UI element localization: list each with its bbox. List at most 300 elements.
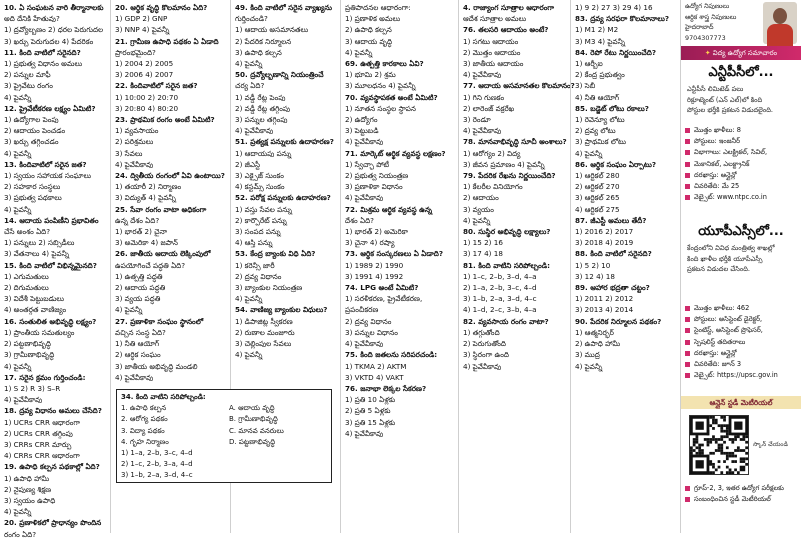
match-question-title: 34. కింది వాటిని సరిపోల్చండి: xyxy=(121,393,206,401)
text-line: 2) పెరుగుతోంది xyxy=(463,339,506,349)
bullet-text: దరఖాస్తు: ఆన్లైన్లో xyxy=(694,348,737,357)
text-line: 2) పట్టణాభివృద్ధి xyxy=(4,339,51,349)
text-line: 1) 2004 2) 2005 xyxy=(115,59,174,69)
text-line: 1) 5 2) 10 xyxy=(575,260,611,270)
bullet-icon xyxy=(685,362,690,367)
text-line: 1) ఆత్మనిర్భర్ xyxy=(575,327,614,337)
text-line: 3) వ్యయం xyxy=(463,204,494,214)
question-line: 89. ఆహార భద్రతా చట్టం? xyxy=(575,283,650,293)
question-line: 26. జాతీయ ఆదాయ లెక్కింపులో xyxy=(115,249,211,259)
question-line: 76. తలసరి ఆదాయం అంటే? xyxy=(463,25,549,35)
text-line: 3) సంపద పన్ను xyxy=(235,227,281,237)
text-line: 1) 1989 2) 1990 xyxy=(345,260,404,270)
question-line: 88. కింది వాటిలో సరైనది? xyxy=(575,249,652,259)
text-line: 1) 10:00 2) 20:70 xyxy=(115,92,179,102)
bullet-item xyxy=(685,483,799,494)
text-line: 4) 1–d, 2–c, 3–b, 4–a xyxy=(463,305,537,315)
bullet-text: విభాగాలు: ఎలక్ట్రికల్, సివిల్, xyxy=(694,148,768,157)
text-line: 3) 2013 4) 2014 xyxy=(575,305,634,315)
text-line: 1) డిపాజిట్ల స్వీకరణ xyxy=(235,316,293,326)
text-line: ఆదేశ సూత్రాల అమలు xyxy=(463,14,527,24)
text-line: 2) దిగుమతులు xyxy=(4,283,49,293)
text-line: 4) పైవేవీకావు xyxy=(463,126,502,136)
text-line: 4) పైవన్నీ xyxy=(235,59,263,69)
text-line: 1) స్వేచ్ఛా పోటీ xyxy=(345,159,390,169)
text-line: 9704307773 xyxy=(685,33,726,42)
match-question-rows xyxy=(121,403,327,448)
question-line: 78. మానవాభివృద్ధి సూచీ అంశాలు? xyxy=(463,137,567,147)
bullet-item xyxy=(685,125,799,136)
bullet-icon xyxy=(685,486,690,491)
text-line: 4) పైవన్నీ xyxy=(575,361,603,371)
text-line: 4) పైవన్నీ xyxy=(4,92,32,102)
question-column-1 xyxy=(0,0,110,539)
text-line: 1) ప్రాంతీయ సమతుల్యం xyxy=(4,327,75,337)
match-left-item: 2. ఆరోగ్య పథకం xyxy=(121,415,168,424)
text-line: 3) ప్రభుత్వ పథకాలు xyxy=(4,193,62,203)
text-line: 3) సెబీ xyxy=(575,81,596,91)
text-line: 3) ఎక్సైజ్ సుంకం xyxy=(235,171,284,181)
question-column-4 xyxy=(340,0,458,533)
author-block xyxy=(681,0,801,46)
match-question-box xyxy=(116,389,332,483)
text-line: అది దేనికి హేతువు? xyxy=(4,14,60,24)
text-line: 2) పేదరిక నిర్మూలన xyxy=(235,36,292,46)
question-line: 10. ఏ సంఘటన వారి తీర్మానాలకు xyxy=(4,3,104,12)
text-line: 1) వస్తు సేవల పన్ను xyxy=(235,204,292,214)
author-details xyxy=(685,1,759,43)
question-line: 87. జీఎస్టీ అమలు తేదీ? xyxy=(575,215,647,225)
bullet-text: సంబంధించిన స్టడీ మెటీరియల్ xyxy=(694,495,771,504)
question-line: 70. వ్యవస్థాపకత అంటే ఏమిటి? xyxy=(345,92,438,102)
text-line: 1) కరెన్సీ జారీ xyxy=(235,260,275,270)
text-line: ఉన్న దేశం ఏది? xyxy=(115,215,160,225)
question-line: 25. సేవా రంగం వాటా అధికంగా xyxy=(115,204,207,214)
bullet-item xyxy=(685,348,799,359)
bullet-text: దరఖాస్తు: ఆన్లైన్లో xyxy=(694,170,737,179)
section-band xyxy=(681,46,801,60)
text-line: 1) ద్రవ్యోల్బణం 2) ధరల పెరుగుదల xyxy=(4,25,104,35)
question-line: 85. బడ్జెట్ లోటు రకాలు? xyxy=(575,103,649,113)
text-line: 4) పైవన్నీ xyxy=(345,47,373,57)
text-line: 1) ఆదాయ అసమానతలు xyxy=(235,25,309,35)
text-line: 1) ఉద్యోగాల పెంపు xyxy=(4,115,59,125)
bullet-text: సైంటిస్ట్, అసిస్టెంట్ ప్రొఫెసర్, xyxy=(694,326,763,335)
text-line: 2) లారెంజ్ వక్రరేఖ xyxy=(463,103,515,113)
text-line: 3) ప్రతి 15 ఏళ్లకు xyxy=(345,417,396,427)
question-column-6 xyxy=(570,0,680,533)
bullet-item xyxy=(685,337,799,348)
match-left-item: 3. విద్యా పథకం xyxy=(121,426,165,435)
text-line: 1) M1 2) M2 xyxy=(575,25,619,35)
text-line: 1) నూతన సంస్థల స్థాపన xyxy=(345,103,416,113)
text-line: 3) ఆదాయ వృద్ధి xyxy=(345,36,393,46)
text-line: 4) ఆస్తి పన్ను xyxy=(235,238,273,248)
question-line: 76. జనాభా లెక్కల సేకరణ? xyxy=(345,383,427,393)
bullet-text: వెబ్సైట్: https://upsc.gov.in xyxy=(694,371,778,380)
question-line: 14. ఆదాయ పంపిణీని ప్రభావితం xyxy=(4,215,99,225)
text-line: 4) ఆర్టికల్ 275 xyxy=(575,204,620,214)
question-line: 49. కింది వాటిలో సరైన వ్యాఖ్యను xyxy=(235,3,333,12)
text-line: 2) పరిశ్రమలు xyxy=(115,137,154,147)
text-line: 2) ఆర్టికల్ 270 xyxy=(575,182,620,192)
question-line: 27. ప్రణాళికా సంఘం స్థానంలో xyxy=(115,316,204,326)
text-line: 3) అమెరికా 4) జపాన్ xyxy=(115,238,178,248)
text-line: 2) నైపుణ్య శిక్షణ xyxy=(4,484,52,494)
text-line: 1) వడ్డీ రేట్ల పెంపు xyxy=(235,92,286,102)
match-option: 2) 1–c, 2–b, 3–a, 4–d xyxy=(121,460,193,469)
text-line: 2) ద్రవ్య లోటు xyxy=(575,126,616,136)
text-line: 4) అంతర్గత వాణిజ్యం xyxy=(4,305,67,315)
text-line: 1) గిని గుణకం xyxy=(463,92,505,102)
text-line: చర్య ఏది? xyxy=(235,81,265,91)
text-line: 4) పైవేవీకావు xyxy=(345,428,384,438)
question-line: 80. సుస్థిర అభివృద్ధి లక్ష్యాలు? xyxy=(463,227,551,237)
text-line: 3) జీవన ప్రమాణం 4) పైవన్నీ xyxy=(463,159,545,169)
text-line: ప్రారంభమైంది? xyxy=(115,47,156,57)
question-line: 86. ఆర్థిక సంఘం ఏర్పాటు? xyxy=(575,159,657,169)
match-row xyxy=(121,403,327,414)
study-material-heading: ఆన్లైన్ స్టడీ మెటీరియల్ xyxy=(681,396,801,409)
match-question-options xyxy=(121,448,327,482)
text-line: 2) పన్నుల మాఫీ xyxy=(4,70,51,80)
question-line: 54. వాణిజ్య బ్యాంకుల విధులు? xyxy=(235,305,328,315)
bullet-item xyxy=(685,170,799,181)
match-right-item: A. ఆదాయ వృద్ధి xyxy=(229,404,275,413)
match-option: 3) 1–b, 2–a, 3–d, 4–c xyxy=(121,471,193,480)
text-line: 2) ద్రవ్య విధానం xyxy=(235,271,282,281)
text-line: 1) వ్యవసాయం xyxy=(115,126,159,136)
text-line: ఎన్టీపీసీ లిమిటెడ్ పలు xyxy=(687,85,744,93)
upsc-heading: యూపీఎస్సీలో... xyxy=(698,224,784,239)
text-line: 1) UCRs CRR ఆధారంగా xyxy=(4,417,80,427)
text-line: 2) ద్రవ్య విధానం xyxy=(345,316,392,326)
text-line: 2) కేంద్ర ప్రభుత్వం xyxy=(575,70,625,80)
question-line: 90. పేదరిక నిర్మూలన పథకం? xyxy=(575,316,662,326)
bullet-icon xyxy=(685,173,690,178)
text-line: 1) ఆర్టికల్ 280 xyxy=(575,171,620,181)
question-line: 17. సరైన క్రమం గుర్తించండి: xyxy=(4,372,86,382)
question-line: 4. రాజ్యాంగ సూత్రాల ఆధారంగా xyxy=(463,3,554,12)
question-line: 20. ఆర్థిక వృద్ధి కొలమానం ఏది? xyxy=(115,3,208,12)
text-line: ప్రపంచీకరణ xyxy=(345,305,379,315)
bullet-text: స్పెషలిస్ట్ తదితరాలు xyxy=(694,337,746,346)
text-line: 2) ఆర్థిక సంఘం xyxy=(115,350,161,360)
qr-code-icon[interactable] xyxy=(689,415,749,475)
text-line: 2) ఉపాధి హామీ xyxy=(575,339,621,349)
author-photo xyxy=(763,2,797,44)
text-line: 3) ప్రైవేటు రంగం xyxy=(4,81,53,91)
match-row xyxy=(121,437,327,448)
text-line: 2) ఆదాయ పద్ధతి xyxy=(115,283,166,293)
question-line: 75. కింది జతలను సరిపరచండి: xyxy=(345,350,438,360)
text-line: ఉపయోగించే పద్ధతి ఏది? xyxy=(115,260,186,270)
match-row xyxy=(121,426,327,437)
question-line: 51. ప్రత్యక్ష పన్నులకు ఉదాహరణ? xyxy=(235,137,334,147)
ntpc-heading: ఎన్టీపీసీలో... xyxy=(708,65,774,80)
text-line: 1) ప్రభుత్వ విధానం అమలు xyxy=(4,59,83,69)
text-line: ప్రతిపాదనల ఆధారంగా: xyxy=(345,3,411,12)
bullet-icon xyxy=(685,162,690,167)
text-line: పోస్టుల భర్తీకి ప్రకటన విడుదలైంది. xyxy=(687,106,773,114)
bullet-text: చివరితేది: మే 25 xyxy=(694,182,740,191)
text-line: 3) స్వయం ఉపాధి xyxy=(4,495,56,505)
bullet-item xyxy=(685,370,799,381)
question-line: 22. కిందివాటిలో సరైన జత? xyxy=(115,81,198,91)
text-line: రిక్రూట్మెంట్ (ఎన్ ఎల్)లో కింది xyxy=(687,95,763,104)
ntpc-details xyxy=(685,125,799,203)
question-column-4-top xyxy=(345,2,454,58)
question-line: 15. కింది వాటిలో విభిన్నమైనది? xyxy=(4,260,97,270)
bullet-item xyxy=(685,136,799,147)
bullet-text: మొత్తం ఖాళీలు: 462 xyxy=(694,304,750,312)
text-line: 3) CRRs CRR మార్పు xyxy=(4,439,72,449)
question-line: 20. ప్రణాళికలో ప్రాధాన్యం పొందిన xyxy=(4,518,102,528)
bullet-item xyxy=(685,303,799,314)
text-line: 3) పన్నుల విధానం xyxy=(345,327,398,337)
text-line: 2) ప్రభుత్వ నియంత్రణ xyxy=(345,171,409,181)
bullet-icon xyxy=(685,328,690,333)
text-line: 4) పైవేవీకావు xyxy=(4,395,43,405)
bullet-text: వెబ్సైట్: www.ntpc.co.in xyxy=(694,193,767,202)
question-line: 53. కేంద్ర బ్యాంకు విధి ఏది? xyxy=(235,249,316,259)
text-line: 2) సహకార సంస్థలు xyxy=(4,182,61,192)
text-line: 1) భారత్ 2) అమెరికా xyxy=(345,227,409,237)
text-line: 1) తయారీ 2) నిర్మాణం xyxy=(115,182,182,192)
text-line: 2) రుణాల మంజూరు xyxy=(235,327,295,337)
text-line: 3) 2018 4) 2019 xyxy=(575,238,634,248)
bullet-text: మొత్తం ఖాళీలు: 8 xyxy=(694,126,741,134)
text-line: 4) పైవన్నీ xyxy=(235,294,263,304)
text-line: ఆర్థిక శాస్త్ర నిపుణులు xyxy=(685,12,737,21)
bullet-icon xyxy=(685,351,690,356)
text-line: ప్రకటన విడుదల చేసింది. xyxy=(687,265,750,273)
question-line: 18. ద్రవ్య విధానం అమలు చేసేది? xyxy=(4,406,102,416)
text-line: 3) సేవలు xyxy=(115,148,143,158)
bullet-icon xyxy=(685,340,690,345)
text-line: 1) తగ్గుతోంది xyxy=(463,327,500,337)
jobs-info-sidebar xyxy=(680,0,801,533)
text-line: 1) భూమి 2) శ్రమ xyxy=(345,70,396,80)
text-line: 4) పైవన్నీ xyxy=(4,204,32,214)
question-line: 71. మార్కెట్ ఆర్థిక వ్యవస్థ లక్షణం? xyxy=(345,148,446,158)
text-line: 4) పైవేవీకావు xyxy=(235,126,274,136)
bullet-text: పోస్టులు: ఇంజనీర్ xyxy=(694,137,741,146)
text-line: 1) 1–c, 2–b, 3–d, 4–a xyxy=(463,271,537,281)
text-line: 3) 1–b, 2–a, 3–d, 4–c xyxy=(463,294,537,304)
match-option: 1) 1–a, 2–b, 3–c, 4–d xyxy=(121,449,193,458)
text-line: 1) స్వయం సహాయక సంఘాలు xyxy=(4,171,92,181)
text-line: వచ్చిన సంస్థ ఏది? xyxy=(115,327,166,337)
question-line: 24. ద్వితీయ రంగంలో ఏవి ఉంటాయి? xyxy=(115,171,225,181)
text-line: 1) సరళీకరణ, ప్రైవేటీకరణ, xyxy=(345,294,423,304)
text-line: 4) పైవన్నీ xyxy=(575,148,603,158)
question-line: 73. ఆర్థిక సంస్కరణలు ఏ ఏడాది? xyxy=(345,249,443,259)
text-line: 4) CRRs CRR ఆధారంగా xyxy=(4,451,80,461)
match-row xyxy=(121,414,327,425)
match-right-item: B. గ్రామీణాభివృద్ధి xyxy=(229,415,278,424)
text-line: రంగం ఏది? xyxy=(4,529,37,539)
text-line: 2) ఆదాయం పెంచడం xyxy=(4,126,66,136)
match-left-item: 1. ఉపాధి కల్పన xyxy=(121,404,167,413)
text-line: 1) 2016 2) 2017 xyxy=(575,227,634,237)
text-line: 2) ప్రతి 5 ఏళ్లకు xyxy=(345,406,391,416)
bullet-text: మెకానికల్, ఎలక్ట్రానిక్ xyxy=(694,159,750,168)
bullet-text: చివరితేది: జూన్ 3 xyxy=(694,360,742,369)
text-line: 3) జాతీయ ఆదాయం xyxy=(463,59,524,69)
bullet-item xyxy=(685,314,799,325)
text-line: 1) రెవెన్యూ లోటు xyxy=(575,115,625,125)
text-line: 2) UCRs CRR తగ్గింపు xyxy=(4,428,73,438)
text-line: 2) మొత్తం ఆదాయం xyxy=(463,47,521,57)
question-line: 72. మిశ్రమ ఆర్థిక వ్యవస్థ ఉన్న xyxy=(345,204,433,214)
text-line: 1) ఆదాయపు పన్ను xyxy=(235,148,292,158)
text-line: 3) 12 4) 18 xyxy=(575,271,615,281)
text-line: 4) పైవేవీకావు xyxy=(463,361,502,371)
bullet-text: గ్రూప్-2, 3, ఇతర ఉద్యోగ పరీక్షలకు xyxy=(694,484,784,492)
text-line: 3) గ్రామీణాభివృద్ధి xyxy=(4,350,55,360)
text-line: 3) ఖర్చు పెరుగుదల 4) పేదరికం xyxy=(4,36,94,46)
text-line: 2) ఆదాయం xyxy=(463,193,499,203)
text-line: ఉద్యోగ నిపుణులు xyxy=(685,2,730,10)
bullet-item xyxy=(685,192,799,203)
question-line: 81. కింది వాటిని సరిపోల్చండి: xyxy=(463,260,550,270)
text-line: 3) పన్నుల తగ్గింపు xyxy=(235,115,288,125)
text-line: గుర్తించండి? xyxy=(235,14,268,24)
qr-caption: స్కాన్ చేయండి xyxy=(753,441,788,448)
text-line: 3) చైనా 4) రష్యా xyxy=(345,238,395,248)
question-column-4-body xyxy=(345,58,454,439)
text-line: 2) 1–a, 2–b, 3–c, 4–d xyxy=(463,283,537,293)
text-line: 1) TKMA 2) AKTM xyxy=(345,361,407,371)
text-line: 4) పైవేవీకావు xyxy=(345,193,384,203)
section-band-label: విద్య ఉద్యోగ సమాచారం xyxy=(712,49,778,57)
text-line: 3) ప్రాథమిక లోటు xyxy=(575,137,626,147)
text-line: 3) VKTD 4) VAKT xyxy=(345,372,404,382)
text-line: 3) ముద్ర xyxy=(575,350,600,360)
ntpc-intro xyxy=(687,84,797,116)
text-line: 3) స్థిరంగా ఉంది xyxy=(463,350,509,360)
match-left-item: 4. గృహ నిర్మాణం xyxy=(121,437,169,446)
text-line: 3) M3 4) పైవన్నీ xyxy=(575,36,626,46)
text-line: 3) వ్యయ పద్ధతి xyxy=(115,294,161,304)
text-line: 4) పైవన్నీ xyxy=(4,148,32,158)
text-line: 3) ఖర్చు తగ్గించడం xyxy=(4,137,59,147)
bullet-icon xyxy=(685,195,690,200)
bullet-icon xyxy=(685,128,690,133)
text-line: 3) బ్యాంకుల నియంత్రణ xyxy=(235,283,303,293)
text-line: 3) పెట్టుబడి xyxy=(345,126,379,136)
text-line: 1) ఉత్పత్తి పద్ధతి xyxy=(115,271,163,281)
text-line: 4) పైవేవీకావు xyxy=(115,159,154,169)
text-line: 4) పైవేవీకావు xyxy=(345,339,384,349)
bullet-icon xyxy=(685,373,690,378)
bullet-icon xyxy=(685,306,690,311)
text-line: దేశం ఏది? xyxy=(345,215,374,225)
bullet-item xyxy=(685,359,799,370)
question-line: 82. వ్యవసాయ రంగం వాటా? xyxy=(463,316,549,326)
text-line: 1) ప్రతి 10 ఏళ్లకు xyxy=(345,395,396,405)
text-line: 1) GDP 2) GNP xyxy=(115,14,168,24)
text-line: 1) పన్నులు 2) సబ్సిడీలు xyxy=(4,238,75,248)
study-material-footer xyxy=(685,483,799,505)
question-line: 69. ఉత్పత్తి కారకాలు ఏవి? xyxy=(345,59,424,69)
text-line: 1) కేలరీల వినియోగం xyxy=(463,182,523,192)
text-line: 3) 1991 4) 1992 xyxy=(345,271,404,281)
text-line: 1) S 2) R 3) S–R xyxy=(4,383,61,393)
bullet-icon xyxy=(685,317,690,322)
text-line: 1) ఆరోగ్యం 2) విద్య xyxy=(463,148,521,158)
text-line: 4) పైవన్నీ xyxy=(4,507,32,517)
text-line: 4) పైవన్నీ xyxy=(115,305,143,315)
text-line: 4) నీతి ఆయోగ్ xyxy=(575,92,620,102)
bullet-icon xyxy=(685,184,690,189)
text-line: చేసే అంశం ఏది? xyxy=(4,227,51,237)
text-line: 3) వేతనాలు 4) పైవన్నీ xyxy=(4,249,70,259)
question-line: 21. గ్రామీణ ఉపాధి పథకం ఏ ఏడాది xyxy=(115,36,219,46)
text-line: 3) NNP 4) పైవన్నీ xyxy=(115,25,170,35)
question-line: 79. పేదరిక రేఖను నిర్ణయించేది? xyxy=(463,171,556,181)
bullet-icon xyxy=(685,150,690,155)
upsc-intro xyxy=(687,243,797,275)
upsc-details xyxy=(685,303,799,381)
question-column-5 xyxy=(458,0,575,533)
text-line: 1) ప్రణాళిక అమలు xyxy=(345,14,401,24)
text-line: 2) జీఎస్టీ xyxy=(235,159,261,169)
text-line: 4) పైవన్నీ xyxy=(235,350,263,360)
text-line: 4) పైవేవీకావు xyxy=(463,70,502,80)
text-line: కింది ఖాళీల భర్తీకి యూపీఎస్సీ xyxy=(687,254,763,263)
text-line: 3) విద్యుత్ 4) పైవన్నీ xyxy=(115,193,176,203)
text-line: 4) పైవేవీకావు xyxy=(115,372,154,382)
text-line: 1) ఎగుమతులు xyxy=(4,271,49,281)
text-line: హైదరాబాద్ xyxy=(685,23,714,31)
text-line: 3) 20:80 4) 80:20 xyxy=(115,103,179,113)
question-line: 83. ద్రవ్య సరఫరా కొలమానాలు? xyxy=(575,14,670,24)
question-line: 11. కింది వాటిలో సరైనది? xyxy=(4,47,81,57)
text-line: 1) నీతి ఆయోగ్ xyxy=(115,339,160,349)
text-line: కేంద్రంలోని వివిధ మంత్రిత్వ శాఖల్లో xyxy=(687,244,775,252)
text-line: 4) పైవన్నీ xyxy=(463,215,491,225)
question-line: 19. ఉపాధి కల్పన పథకాల్లో ఏది? xyxy=(4,462,100,472)
text-line: 1) భారత్ 2) చైనా xyxy=(115,227,168,237)
text-line: 4) కస్టమ్స్ సుంకం xyxy=(235,182,285,192)
text-line: 2) ఉపాధి కల్పన xyxy=(345,25,392,35)
question-line: 23. ప్రాథమిక రంగం అంటే ఏమిటి? xyxy=(115,115,215,125)
bullet-icon xyxy=(685,139,690,144)
text-line: 3) చెల్లింపుల సేవలు xyxy=(235,339,292,349)
question-line: 74. LPG అంటే ఏమిటి? xyxy=(345,283,419,293)
text-line: 1) సగటు ఆదాయం xyxy=(463,36,519,46)
text-line: 3) విదేశీ పెట్టుబడులు xyxy=(4,294,65,304)
text-line: 1) ఆర్బీఐ xyxy=(575,59,603,69)
text-line: 4) పైవన్నీ xyxy=(4,361,32,371)
text-line: 3) ఆర్టికల్ 265 xyxy=(575,193,620,203)
text-line: 3) మూలధనం 4) పైవన్నీ xyxy=(345,81,416,91)
text-line: 1) 2011 2) 2012 xyxy=(575,294,634,304)
text-line: 4) పైవేవీకావు xyxy=(345,137,384,147)
text-line: 2) కార్పొరేట్ పన్ను xyxy=(235,215,287,225)
question-line: 50. ద్రవ్యోల్బణాన్ని నియంత్రించే xyxy=(235,70,324,80)
question-line: 16. సంతులిత అభివృద్ధి లక్ష్యం? xyxy=(4,316,97,326)
question-line: 77. ఆదాయ అసమానతల కొలమానం? xyxy=(463,81,575,91)
bullet-item xyxy=(685,494,799,505)
question-line: 13. కిందివాటిలో సరైన జత? xyxy=(4,159,87,169)
bullet-item xyxy=(685,325,799,336)
text-line: 3) జాతీయ అభివృద్ధి మండలి xyxy=(115,361,198,371)
text-line: 3) ప్రణాళికా విధానం xyxy=(345,182,403,192)
bullet-item xyxy=(685,147,799,158)
